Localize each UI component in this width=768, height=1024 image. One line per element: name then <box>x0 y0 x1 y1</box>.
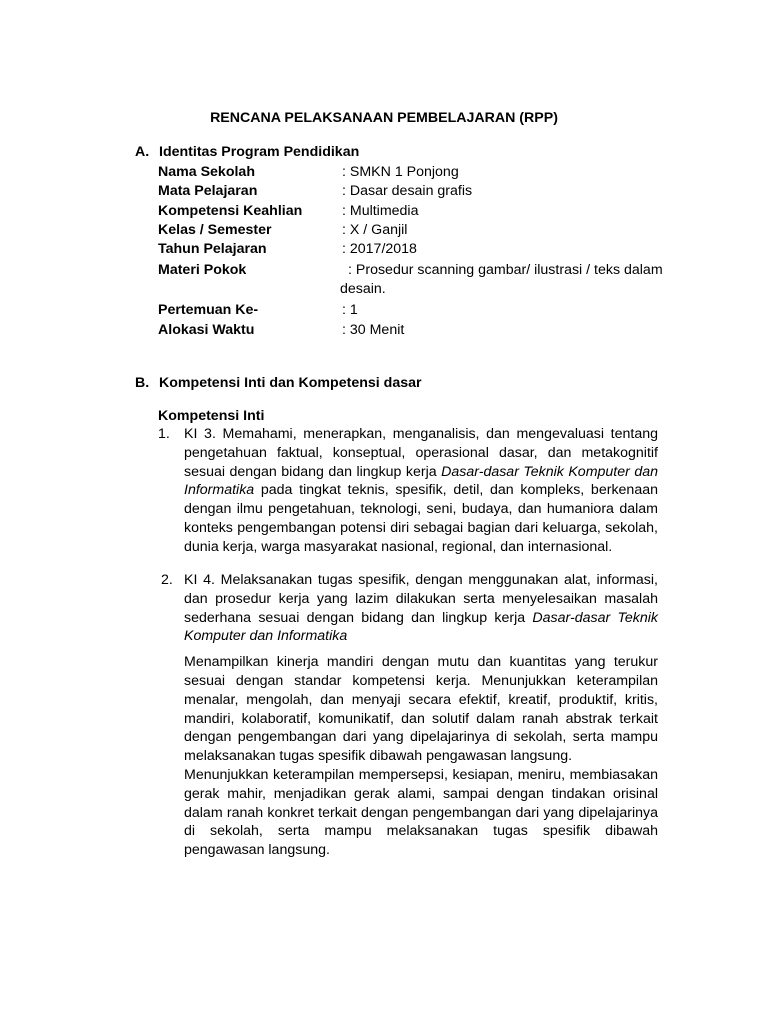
ki3-number: 1. <box>158 426 170 442</box>
section-a-letter: A. <box>135 144 150 160</box>
row-value: : 2017/2018 <box>342 241 417 258</box>
ki4-text-a: KI 4. Melaksanakan tugas spesifik, dengan menggunakan alat, informasi, dan prosedur kerja yang lazim dilakukan serta menyelesaikan masalah sederhana sesuai dengan bidang dan lingkup kerja <box>184 572 658 626</box>
identity-row <box>158 221 718 240</box>
row-value-line1: : Prosedur scanning gambar/ ilustrasi / teks dalam <box>348 262 663 279</box>
row-label: Alokasi Waktu <box>158 321 255 338</box>
row-value: : X / Ganjil <box>342 221 408 238</box>
section-b-letter: B. <box>135 375 150 391</box>
row-label: Tahun Pelajaran <box>158 241 267 258</box>
ki4-paragraph-2: Menampilkan kinerja mandiri dengan mutu dan kuantitas yang terukur sesuai dengan standar kompetensi kerja. Menunjukkan keterampilan menalar, mengolah, dan menyaji secara efektif, kreatif, produktif, kritis, mandiri, kolaboratif, komunikatif, dan solutif dalam ranah abstrak terkait dengan pengembangan dari yang dipelajarinya di sekolah, serta mampu melaksanakan tugas spesifik dibawah pengawasan langsung. <box>184 654 658 765</box>
ki4-number: 2. <box>161 572 173 588</box>
identity-row <box>158 202 718 221</box>
identity-table <box>158 163 718 340</box>
ki4-paragraph <box>184 571 658 646</box>
row-label: Materi Pokok <box>158 262 247 279</box>
ki3-text-a: KI 3. Memahami, menerapkan, menganalisis, dan mengevaluasi tentang pengetahuan faktual, konseptual, operasional dasar, dan metakognitif sesuai dengan bidang dan lingkup kerja <box>184 426 658 480</box>
ki3-item <box>158 425 658 557</box>
ki4-paragraph-3: Menunjukkan keterampilan mempersepsi, kesiapan, meniru, membiasakan gerak mahir, menjadikan gerak alami, sampai dengan tindakan orisinal dalam ranah konkret terkait dengan pengembangan dari yang dipelajarinya di sekolah, serta mampu melaksanakan tugas spesifik dibawah pengawasan langsung. <box>184 766 658 859</box>
row-value-line2: desain. <box>340 281 386 298</box>
kompetensi-inti-heading: Kompetensi Inti <box>158 408 265 424</box>
identity-row <box>158 240 718 259</box>
row-label: Nama Sekolah <box>158 164 255 180</box>
row-label: Mata Pelajaran <box>158 183 258 200</box>
row-value: : 30 Menit <box>342 321 405 338</box>
row-value: : 1 <box>342 302 358 319</box>
section-a-heading <box>135 143 535 162</box>
row-label: Pertemuan Ke- <box>158 302 259 319</box>
ki3-text-b: pada tingkat teknis, spesifik, detil, dan kompleks, berkenaan dengan ilmu pengetahuan, teknologi, seni, budaya, dan humaniora dalam konteks pengembangan potensi diri sebagai bagian dari keluarga, sekolah, dunia kerja, warga masyarakat nasional, regional, dan internasional. <box>184 482 658 555</box>
identity-row <box>158 321 718 340</box>
identity-row <box>158 182 718 201</box>
section-a-title: Identitas Program Pendidikan <box>159 144 360 160</box>
row-value: : SMKN 1 Ponjong <box>342 164 459 180</box>
row-value: : Multimedia <box>342 202 419 219</box>
ki4-italic: Dasar-dasar Teknik Komputer dan Informatika <box>184 609 658 645</box>
row-value: : Dasar desain grafis <box>342 183 473 200</box>
row-label: Kelas / Semester <box>158 221 272 238</box>
identity-row <box>158 163 718 182</box>
section-b-heading <box>135 374 535 393</box>
identity-row <box>158 301 718 320</box>
row-label: Kompetensi Keahlian <box>158 202 303 219</box>
ki3-paragraph <box>184 425 658 557</box>
section-b-title: Kompetensi Inti dan Kompetensi dasar <box>159 375 422 391</box>
ki4-item <box>161 571 658 860</box>
row-value <box>340 261 700 299</box>
ki3-italic: Dasar-dasar Teknik Komputer dan Informatika <box>184 463 658 499</box>
document-title: RENCANA PELAKSANAAN PEMBELAJARAN (RPP) <box>210 110 558 126</box>
identity-row <box>158 261 718 301</box>
